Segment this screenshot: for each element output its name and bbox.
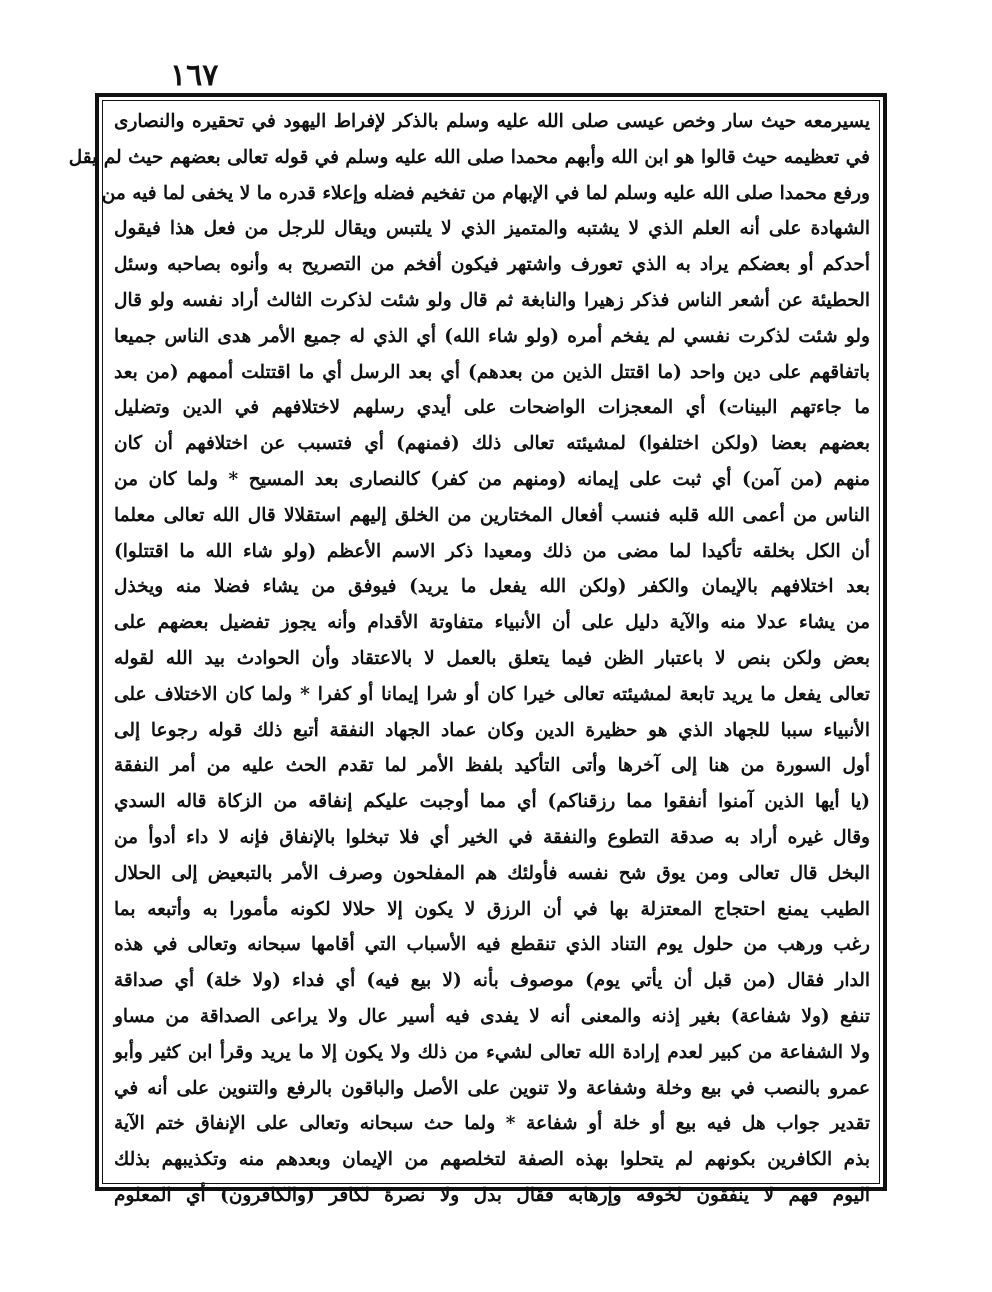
text-line: الناس من أعمى الله قلبه فنسب أفعال المختارين من الخلق إليهم استقلالا قال الله تعالى معلما: [114, 504, 870, 526]
text-line: البخل قال تعالى ومن يوق شح نفسه فأولئك هم المفلحون وصرف الأمر بالتبعيض إلى الحلال: [114, 862, 870, 884]
page-number: ١٦٧: [170, 58, 219, 93]
text-line: تقدير جواب هل فيه بيع أو خلة أو شفاعة * ولما حث سبحانه وتعالى على الإنفاق ختم الآية: [114, 1113, 870, 1135]
text-line: يسيرمعه حيث سار وخص عيسى صلى الله عليه وسلم بالذكر لإفراط اليهود في تحقيره والنصارى: [114, 111, 870, 132]
text-line: (يا أيها الذين آمنوا أنفقوا مما رزقناكم) أي مما أوجبت عليكم إنفاقه من الزكاة قاله السدي: [114, 791, 870, 813]
text-line: بعد اختلافهم بالإيمان والكفر (ولكن الله يفعل ما يريد) فيوفق من يشاء فضلا منه ويخذل: [114, 576, 870, 598]
text-line: في تعظيمه حيث قالوا هو ابن الله وأبهم محمدا صلى الله عليه وسلم في قوله تعالى بعضهم حيث لم يقل: [68, 146, 870, 168]
text-line: أول السورة من هنا إلى آخرها وأتى التأكيد بلفظ الأمر لما تقدم الحث عليه من أمر النفقة: [114, 755, 870, 777]
text-line: باتفاقهم على دين واحد (ما اقتتل الذين من بعدهم) أي بعد الرسل أي ما اقتتلت أممهم (من بعد: [114, 361, 870, 383]
text-line: الأنبياء سببا للجهاد الذي هو حظيرة الدين وكان عماد الجهاد النفقة أتبع ذلك قوله رجوعا إلى: [114, 719, 870, 741]
text-line: الشهادة على أنه العلم الذي لا يشتبه والمتميز الذي لا يلتبس ويقال للرجل من فعل هذا فيقول: [114, 218, 870, 240]
text-line: منهم (من آمن) أي ثبت على إيمانه (ومنهم من كفر) كالنصارى بعد المسيح * ولما كان من: [114, 468, 870, 490]
text-line: بعض ولكن بنص لا باعتبار الظن فيما يتعلق بالعمل لا بالاعتقاد وأن الحوادث بيد الله لقوله: [114, 647, 870, 669]
text-line: أن الكل بخلقه تأكيدا لما مضى من ذلك ومعيدا ذكر الاسم الأعظم (ولو شاء الله ما اقتتلوا): [114, 540, 870, 562]
text-line: الطيب يمنع احتجاج المعتزلة بها في أن الرزق لا يكون إلا حلالا لكونه مأمورا به وأتبعه بما: [114, 898, 870, 920]
text-line: الدار فقال (من قبل أن يأتي يوم) موصوف بأنه (لا بيع فيه) أي فداء (ولا خلة) أي صداقة: [114, 970, 870, 992]
text-line: بعضهم بعضا (ولكن اختلفوا) لمشيئته تعالى ذلك (فمنهم) أي فتسبب عن اختلافهم أن كان: [114, 433, 870, 455]
text-line: ورفع محمدا صلى الله عليه وسلم لما في الإبهام من تفخيم فضله وإعلاء قدره ما لا يخفى لما فيه من: [101, 182, 870, 204]
text-line: تعالى يفعل ما يريد تابعة لمشيئته تعالى خيرا كان أو شرا إيمانا أو كفرا * ولما كان الاختلاف على: [114, 683, 870, 705]
text-line: أحدكم أو بعضكم يراد به الذي تعورف واشتهر فيكون أفخم من التصريح به وأنوه بصاحبه وسئل: [114, 254, 870, 276]
text-line: رغب ورهب من حلول يوم التناد الذي تنقطع فيه الأسباب التي أقامها سبحانه وتعالى في هذه: [114, 934, 870, 956]
text-line: اليوم فهم لا ينفقون لخوفه وإرهابه فقال بدل ولا نصرة لكافر (والكافرون) أي المعلوم: [114, 1184, 870, 1206]
text-line: ولو شئت لذكرت نفسي لم يفخم أمره (ولو شاء الله) أي الذي له جميع الأمر هدى الناس جميعا: [114, 325, 870, 347]
text-line: ما جاءتهم البينات) أي المعجزات الواضحات على أيدي رسلهم لاختلافهم في الدين وتضليل: [114, 397, 870, 419]
text-line: وقال غيره أراد به صدقة التطوع والنفقة في الخير أي فلا تبخلوا بالإنفاق فإنه لا داء أدوأ من: [114, 826, 870, 848]
text-line: من يشاء عدلا منه والآية دليل على أن الأنبياء متفاوتة الأقدام وأنه يجوز تفضيل بعضهم على: [114, 612, 870, 634]
main-text-block: [68, 104, 870, 1206]
text-line: بذم الكافرين بكونهم لم يتحلوا بهذه الصفة لتخلصهم من الإيمان وبعدهم منه وتكذيبهم بذلك: [114, 1149, 870, 1171]
text-line: ولا الشفاعة من كبير لعدم إرادة الله تعالى لشيء من ذلك ولا يكون إلا ما يريد وقرأ ابن كثير وأبو: [114, 1041, 870, 1063]
text-line: تنفع (ولا شفاعة) بغير إذنه والمعنى أنه لا يفدى فيه أسير عال ولا يراعى الصداقة من مساو: [114, 1005, 870, 1027]
text-line: الحطيئة عن أشعر الناس فذكر زهيرا والنابغة ثم قال ولو شئت لذكرت الثالث أراد نفسه ولو قال: [114, 289, 870, 311]
text-line: عمرو بالنصب في بيع وخلة وشفاعة ولا تنوين على الأصل والباقون بالرفع والتنوين على أنه في: [114, 1077, 870, 1099]
